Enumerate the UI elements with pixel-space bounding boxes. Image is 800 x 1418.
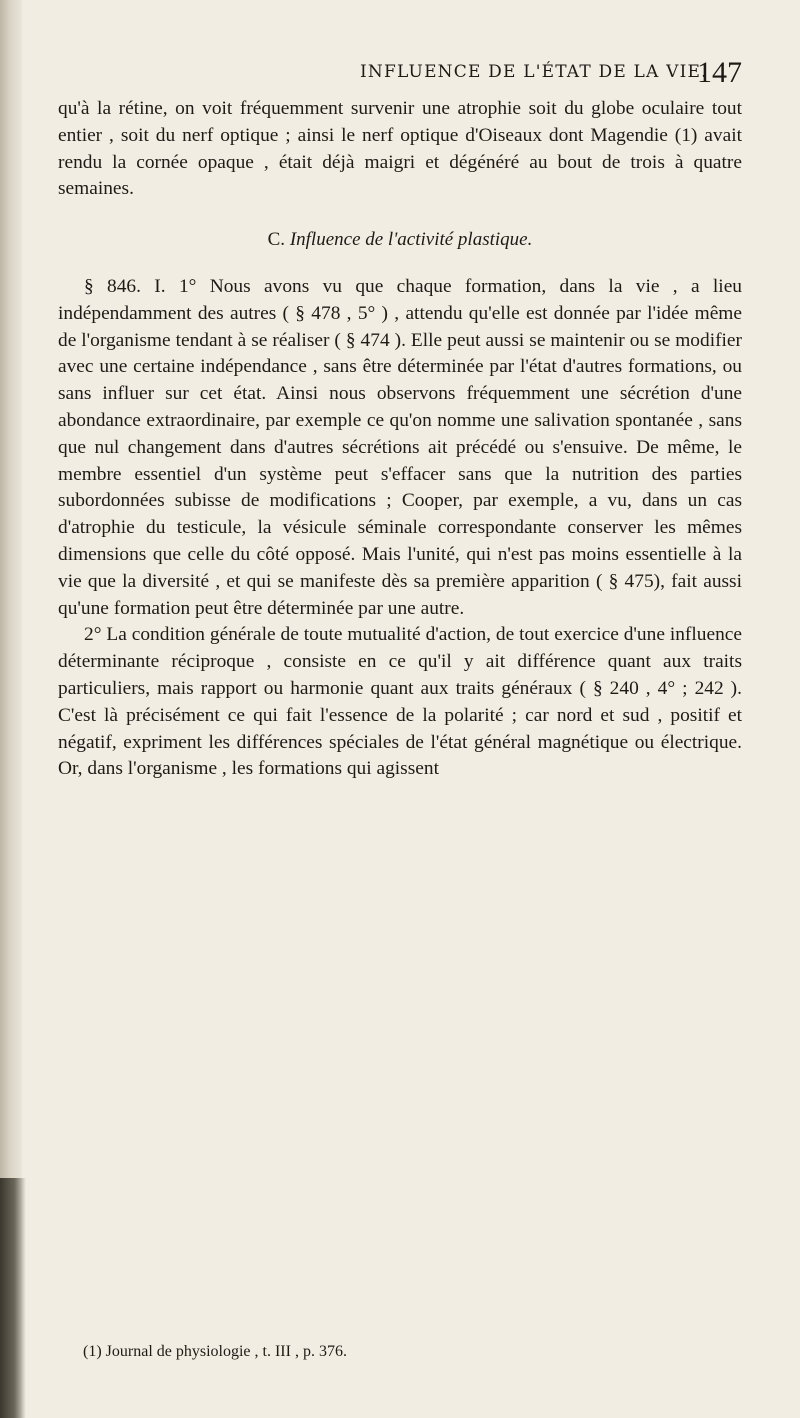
page-number: 147 xyxy=(697,56,742,89)
footnote: (1) Journal de physiologie , t. III , p. 376. xyxy=(83,1343,347,1360)
section-title: Influence de l'activité plastique. xyxy=(289,229,533,251)
paragraph-2: 2° La condition générale de toute mutualité d'action, de tout exercice d'une influence déterminante réciproque , consiste en ce qu'il y ait différence quant aux traits particuliers, mais rapport ou harmonie quant aux traits généraux ( § 240 , 4° ; 242 ). C'est là précisément ce qui fait l'essence de la polarité ; car nord et sud , positif et négatif, expriment les différences spéciales de l'état général magnétique ou électrique. Or, dans l'organisme , les formations qui agissent xyxy=(58,624,742,780)
binding-edge xyxy=(0,1178,26,1418)
paragraph-846: § 846. I. 1° Nous avons vu que chaque formation, dans la vie , a lieu indépendamment des autres ( § 478 , 5° ) , attendu qu'elle est donnée par l'idée même de l'organisme tendant à se réaliser ( § 474 ). Elle peut aussi se maintenir ou se modifier avec une certaine indépendance , sans être déterminée par l'état d'autres formations, ou sans influer sur cet état. Ainsi nous observons fréquemment une sécrétion d'une abondance extraordinaire, par exemple ce qu'on nomme une salivation spontanée , sans que nul changement dans d'autres sécrétions ait précédé ou s'ensuive. De même, le membre essentiel d'un système peut s'effacer sans que la nutrition des parties subordonnées subisse de modifications ; Cooper, par exemple, a vu, dans un cas d'atrophie du testicule, la vésicule séminale correspondante conserver les mêmes dimensions que celle du côté opposé. Mais l'unité, qui n'est pas moins essentielle à la vie que la diversité , et qui se manifeste dès sa première apparition ( § 475), fait aussi qu'une formation peut être déterminée par une autre. xyxy=(58,275,742,619)
main-text xyxy=(58,96,742,783)
paragraph-continuation: qu'à la rétine, on voit fréquemment survenir une atrophie soit du globe oculaire tout entier , soit du nerf optique ; ainsi le nerf optique d'Oiseaux dont Magendie (1) avait rendu la cornée opaque , était déjà maigri et dégénéré au bout de trois à quatre semaines. xyxy=(58,98,742,200)
section-heading xyxy=(58,227,742,254)
running-title: INFLUENCE DE L'ÉTAT DE LA VIE. xyxy=(360,62,708,82)
section-letter: C. xyxy=(267,229,286,251)
running-head xyxy=(40,56,746,90)
